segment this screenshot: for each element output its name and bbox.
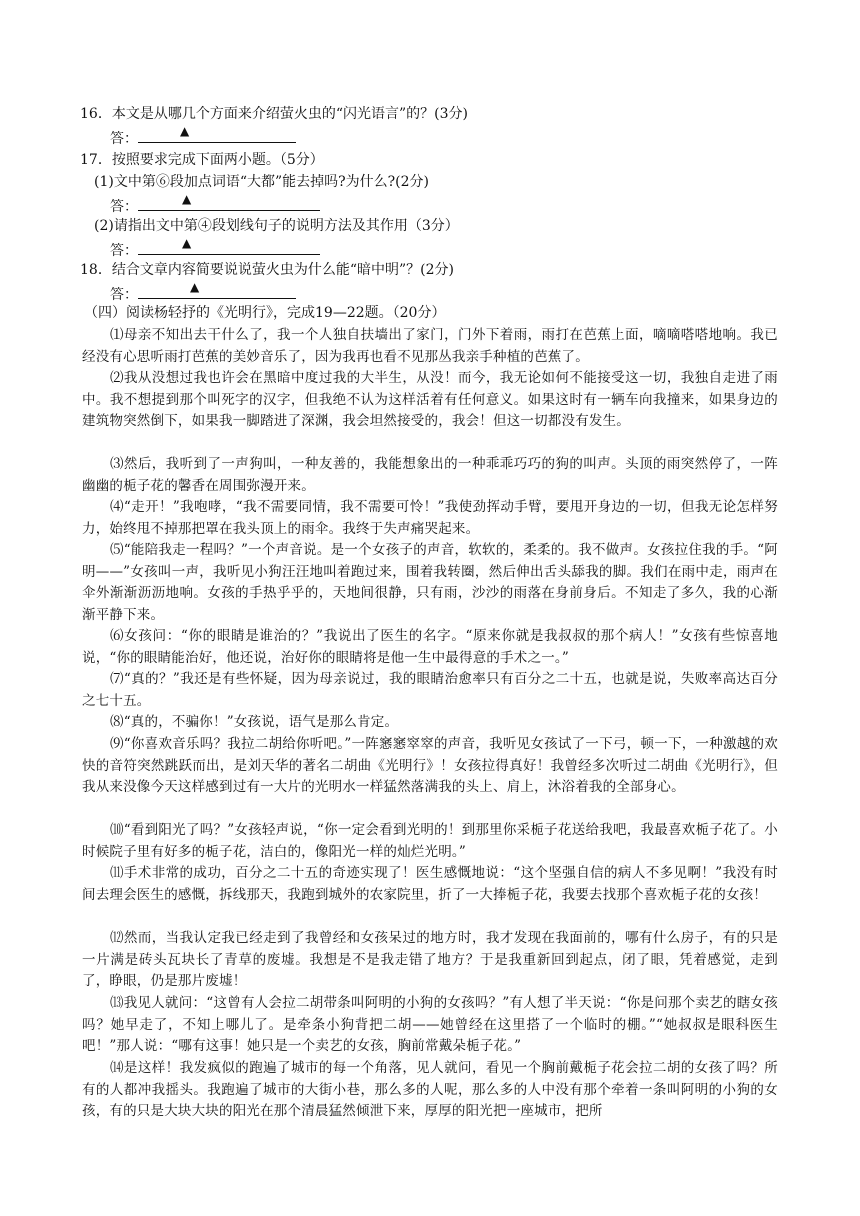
passage-paragraph-13: ⒀我见人就问：“这曾有人会拉二胡带条叫阿明的小狗的女孩吗？”有人想了半天说：“你是问那个卖艺的瞎女孩吗？她早走了，不知上哪儿了。是牵条小狗背把二胡——她曾经在这里搭了一个临时的棚。”“她叔叔是眼科医生吧！”那人说：“哪有这事！她只是一个卖艺的女孩，胸前常戴朵栀子花。” <box>82 995 778 1055</box>
passage-paragraph-14: ⒁是这样！我发疯似的跑遍了城市的每一个角落，见人就问，看见一个胸前戴栀子花会拉二胡的女孩了吗？所有的人都冲我摇头。我跑遍了城市的大街小巷，那么多的人呢，那么多的人中没有那个牵着一条叫阿明的小狗的女孩，有的只是大块大块的阳光在那个清晨猛然倾泄下来，厚厚的阳光把一座城市，把所 <box>82 1060 778 1120</box>
question-17: 17．按照要求完成下面两小题。（5分） <box>80 152 324 168</box>
passage-paragraph-7: ⑺“真的？”我还是有些怀疑，因为母亲说过，我的眼睛治愈率只有百分之二十五，也就是说，失败率高达百分之七十五。 <box>82 671 778 709</box>
answer-blank[interactable] <box>138 238 320 255</box>
passage-paragraph-4: ⑷“走开！”我咆哮，“我不需要同情，我不需要可怜！”我使劲挥动手臂，要甩开身边的一切，但我无论怎样努力，始终甩不掉那把罩在我头顶上的雨伞。我终于失声痛哭起来。 <box>82 499 778 537</box>
triangle-marker-icon: ▲ <box>182 236 192 250</box>
answer-line-18 <box>110 282 296 305</box>
passage-paragraph-1: ⑴母亲不知出去干什么了，我一个人独自扶墙出了家门，门外下着雨，雨打在芭蕉上面，嘀嘀嗒嗒地响。我已经没有心思听雨打芭蕉的美妙音乐了，因为我再也看不见那丛我亲手种植的芭蕉了。 <box>82 327 778 365</box>
passage-paragraph-9: ⑼“你喜欢音乐吗？我拉二胡给你听吧。”一阵窸窸窣窣的声音，我听见女孩试了一下弓，顿一下，一种激越的欢快的音符突然跳跃而出，是刘天华的著名二胡曲《光明行》！女孩拉得真好！我曾经多次听过二胡曲《光明行》，但我从来没像今天这样感到过有一大片的光明水一样猛然落满我的头上、肩上，沐浴着我的全部身心。 <box>82 736 778 796</box>
answer-line-17-1 <box>110 194 320 217</box>
passage-paragraph-6: ⑹女孩问：“你的眼睛是谁治的？”我说出了医生的名字。“原来你就是我叔叔的那个病人！”女孩有些惊喜地说，“你的眼睛能治好，他还说，治好你的眼睛将是他一生中最得意的手术之一。” <box>82 628 778 666</box>
answer-label: 答： <box>110 243 138 259</box>
answer-label: 答： <box>110 131 138 147</box>
passage-paragraph-8: ⑻“真的，不骗你！”女孩说，语气是那么肯定。 <box>110 714 399 730</box>
triangle-marker-icon: ▲ <box>190 280 200 294</box>
passage-paragraph-2: ⑵我从没想过我也许会在黑暗中度过我的大半生，从没！而今，我无论如何不能接受这一切，我独自走进了雨中。我不想提到那个叫死字的汉字，但我绝不认为这样活着有任何意义。如果这时有一辆车向我撞来，如果身边的建筑物突然倒下，如果我一脚踏进了深渊，我会坦然接受的，我会！但这一切都没有发生。 <box>82 370 778 430</box>
answer-line-17-2 <box>110 238 320 261</box>
triangle-marker-icon: ▲ <box>180 124 190 138</box>
answer-label: 答： <box>110 287 138 303</box>
passage-paragraph-12: ⑿然而，当我认定我已经走到了我曾经和女孩呆过的地方时，我才发现在我面前的，哪有什么房子，有的只是一片满是砖头瓦块长了青草的废墟。我想是不是我走错了地方？于是我重新回到起点，闭了眼，凭着感觉，走到了，睁眼，仍是那片废墟！ <box>82 930 778 990</box>
answer-blank[interactable] <box>138 194 320 211</box>
answer-blank[interactable] <box>138 282 296 299</box>
passage-paragraph-11: ⑾手术非常的成功，百分之二十五的奇迹实现了！医生感慨地说：“这个坚强自信的病人不多见啊！”我没有时间去理会医生的感慨，拆线那天，我跑到城外的农家院里，折了一大捧栀子花，我要去找那个喜欢栀子花的女孩！ <box>82 865 778 903</box>
passage-paragraph-10: ⑽“看到阳光了吗？”女孩轻声说，“你一定会看到光明的！到那里你采栀子花送给我吧，我最喜欢栀子花了。小时候院子里有好多的栀子花，洁白的，像阳光一样的灿烂光明。” <box>82 822 778 860</box>
triangle-marker-icon: ▲ <box>182 192 192 206</box>
passage-paragraph-3: ⑶然后，我听到了一声狗叫，一种友善的，我能想象出的一种乖乖巧巧的狗的叫声。头顶的雨突然停了，一阵幽幽的栀子花的馨香在周围弥漫开来。 <box>82 456 778 494</box>
question-17-1: (1)文中第⑥段加点词语“大都”能去掉吗?为什么?(2分) <box>94 174 429 190</box>
answer-line-16 <box>110 126 296 149</box>
question-16: 16．本文是从哪几个方面来介绍萤火虫的“闪光语言”的？(3分) <box>80 106 468 122</box>
section-heading: （四）阅读杨轻抒的《光明行》，完成19—22题。（20分） <box>84 305 446 321</box>
passage-paragraph-5: ⑸“能陪我走一程吗？”一个声音说。是一个女孩子的声音，软软的，柔柔的。我不做声。女孩拉住我的手。“阿明——”女孩叫一声，我听见小狗汪汪地叫着跑过来，围着我转圈，然后伸出舌头舔我的脚。我们在雨中走，雨声在伞外渐渐沥沥地响。女孩的手热乎乎的，天地间很静，只有雨，沙沙的雨落在身前身后。不知走了多久，我的心渐渐平静下来。 <box>82 542 778 624</box>
question-17-2: (2)请指出文中第④段划线句子的说明方法及其作用（3分） <box>94 218 459 234</box>
question-18: 18．结合文章内容简要说说萤火虫为什么能“暗中明”？(2分) <box>80 262 454 278</box>
answer-blank[interactable] <box>138 126 296 143</box>
answer-label: 答： <box>110 199 138 215</box>
